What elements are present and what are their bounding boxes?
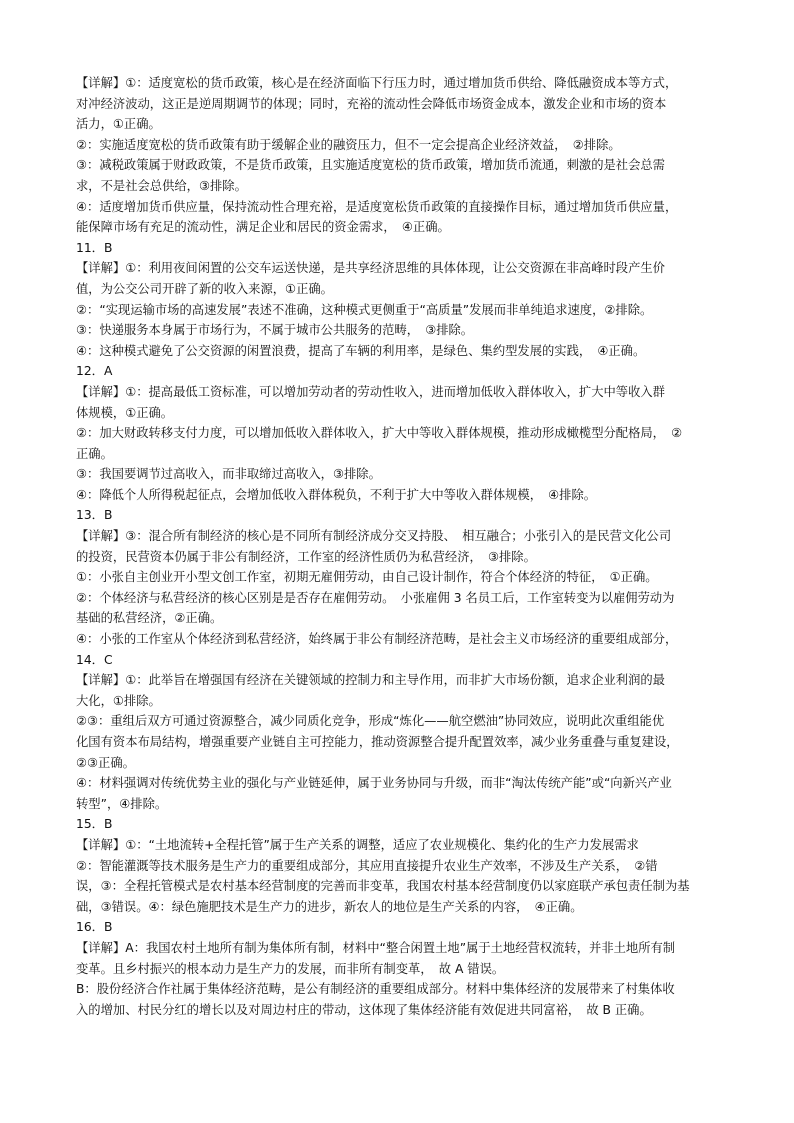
text-line: 活力，①正确。 (76, 117, 161, 132)
text-line: ②③正确。 (76, 755, 135, 770)
text-line: 对冲经济波动，这正是逆周期调节的体现；同时，充裕的流动性会降低市场资金成本，激发企业和市场的资本 (76, 96, 667, 111)
question-answer-header: 11．B (76, 240, 113, 255)
question-answer-header: 13．B (76, 508, 113, 523)
text-line: B：股份经济合作社属于集体经济范畴，是公有制经济的重要组成部分。材料中集体经济的发展带来了村集体收 (76, 982, 675, 997)
text-line: 【详解】①：“土地流转+全程托管”属于生产关系的调整，适应了农业规模化、集约化的生产力发展需求 (76, 837, 639, 852)
text-line: ②：“实现运输市场的高速发展”表述不准确，这种模式更侧重于“高质量”发展而非单纯追求速度，②排除。 (76, 302, 653, 317)
text-line: ②：实施适度宽松的货币政策有助于缓解企业的融资压力，但不一定会提高企业经济效益， ②排除。 (76, 137, 621, 152)
text-line: 【详解】A：我国农村土地所有制为集体所有制，材料中“整合闲置土地”属于土地经营权流转，并非土地所有制 (76, 940, 676, 955)
text-line: 【详解】①：提高最低工资标准，可以增加劳动者的劳动性收入，进而增加低收入群体收入，扩大中等收入群 (76, 384, 665, 399)
text-line: ①：小张自主创业开小型文创工作室，初期无雇佣劳动，由自己设计制作，符合个体经济的特征， ①正确。 (76, 570, 658, 585)
text-line: 值，为公交公司开辟了新的收入来源，①正确。 (76, 281, 333, 296)
question-answer-header: 14．C (76, 652, 113, 667)
question-answer-header: 16．B (76, 920, 113, 935)
text-line: 大化，①排除。 (76, 693, 161, 708)
text-line: 【详解】①：此举旨在增强国有经济在关键领域的控制力和主导作用，而非扩大市场份额，追求企业利润的最 (76, 673, 665, 688)
text-line: ④：小张的工作室从个体经济到私营经济，始终属于非公有制经济范畴，是社会主义市场经济的重要组成部分， (76, 632, 678, 647)
text-line: 础，③错误。④：绿色施肥技术是生产力的进步，新农人的地位是生产关系的内容， ④正确。 (76, 899, 583, 914)
text-line: ③：减税政策属于财政政策，不是货币政策，且实施适度宽松的货币政策，增加货币流通，刺激的是社会总需 (76, 158, 665, 173)
text-line: ④：材料强调对传统优势主业的强化与产业链延伸，属于业务协同与升级，而非“淘汰传统产能”或“向新兴产业 (76, 776, 672, 791)
text-line: 【详解】③：混合所有制经济的核心是不同所有制经济成分交叉持股、 相互融合；小张引入的是民营文化公司 (76, 529, 672, 544)
text-line: ③：我国要调节过高收入，而非取缔过高收入，③排除。 (76, 467, 381, 482)
question-answer-header: 15．B (76, 817, 113, 832)
text-line: ②：智能灌溉等技术服务是生产力的重要组成部分，其应用直接提升农业生产效率，不涉及生产关系， ②错 (76, 858, 658, 873)
text-line: 求，不是社会总供给，③排除。 (76, 178, 247, 193)
text-line: 的投资，民营资本仍属于非公有制经济，工作室的经济性质仍为私营经济， ③排除。 (76, 549, 536, 564)
text-line: ④：降低个人所得税起征点，会增加低收入群体税负，不利于扩大中等收入群体规模， ④排除。 (76, 487, 597, 502)
text-line: 入的增加、村民分红的增长以及对周边村庄的带动，这体现了集体经济能有效促进共同富裕， 故 B 正确。 (76, 1002, 652, 1017)
text-line: ④：适度增加货币供应量，保持流动性合理充裕，是适度宽松货币政策的直接操作目标，通过增加货币供应量， (76, 199, 678, 214)
text-line: 能保障市场有充足的流动性，满足企业和居民的资金需求， ④正确。 (76, 220, 450, 235)
text-line: ②：加大财政转移支付力度，可以增加低收入群体收入，扩大中等收入群体规模，推动形成橄榄型分配格局， ② (76, 426, 683, 441)
text-line: ④：这种模式避免了公交资源的闲置浪费，提高了车辆的利用率，是绿色、集约型发展的实践， ④正确。 (76, 343, 646, 358)
text-line: 基础的私营经济，②正确。 (76, 611, 223, 626)
text-line: 转型”，④排除。 (76, 796, 168, 811)
text-line: 误，③：全程托管模式是农村基本经营制度的完善而非变革，我国农村基本经营制度仍以家庭联产承包责任制为基 (76, 879, 690, 894)
text-line: 【详解】①：适度宽松的货币政策，核心是在经济面临下行压力时，通过增加货币供给、降低融资成本等方式， (76, 76, 678, 90)
text-line: 体规模，①正确。 (76, 405, 174, 420)
text-line: ③：快递服务本身属于市场行为，不属于城市公共服务的范畴， ③排除。 (76, 323, 474, 338)
text-line: 化国有资本布局结构，增强重要产业链自主可控能力，推动资源整合提升配置效率，减少业务重叠与重复建设， (76, 735, 679, 749)
text-line: 正确。 (76, 446, 113, 461)
text-line: ②③：重组后双方可通过资源整合，减少同质化竞争，形成“炼化——航空燃油”协同效应，说明此次重组能优 (76, 714, 665, 729)
text-line: ②：个体经济与私营经济的核心区别是是否存在雇佣劳动。 小张雇佣 3 名员工后，工作室转变为以雇佣劳动为 (76, 590, 675, 605)
text-line: 【详解】①：利用夜间闲置的公交车运送快递，是共享经济思维的具体体现，让公交资源在非高峰时段产生价 (76, 261, 665, 276)
question-answer-header: 12．A (76, 364, 113, 379)
text-line: 变革。且乡村振兴的根本动力是生产力的发展，而非所有制变革， 故 A 错误。 (76, 961, 505, 976)
